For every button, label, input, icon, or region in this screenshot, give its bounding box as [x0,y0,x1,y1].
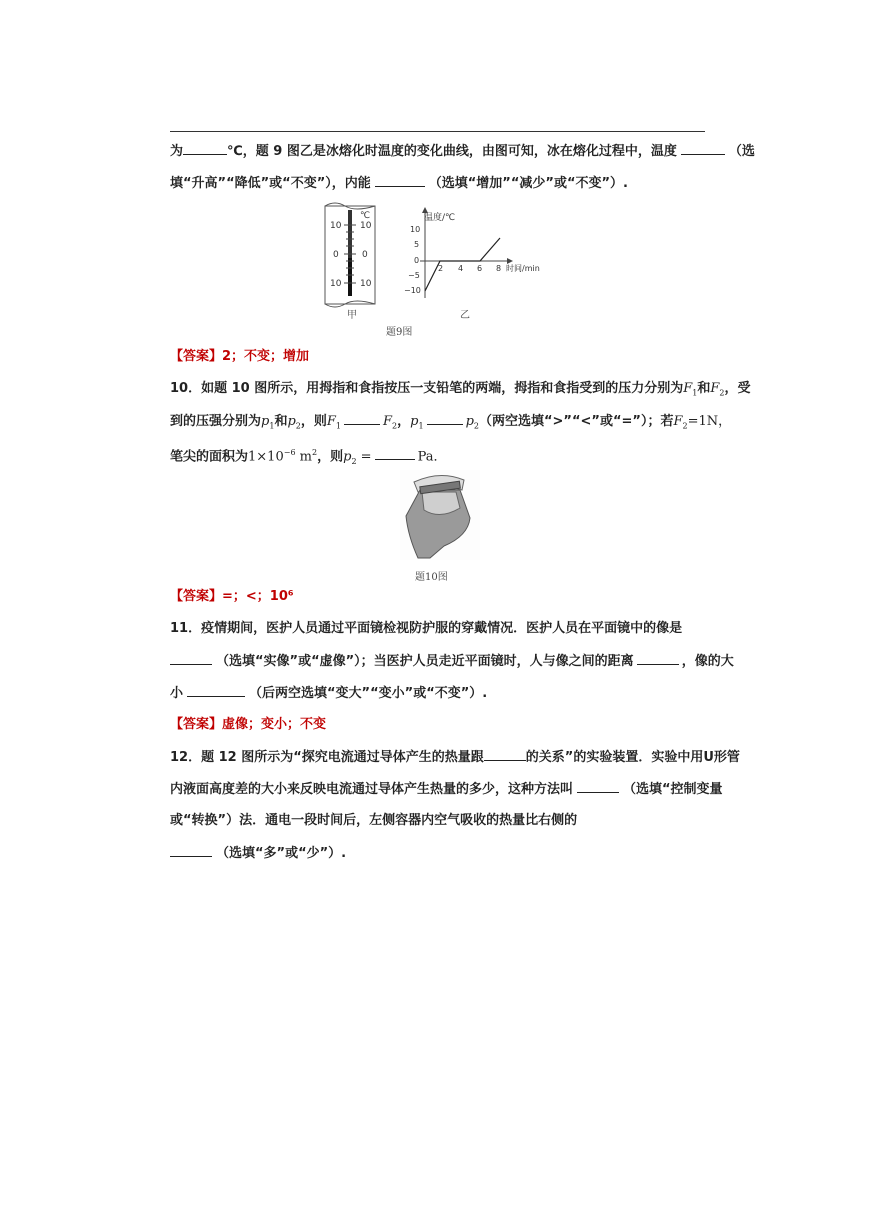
svg-text:5: 5 [414,240,420,249]
blank-q11-2[interactable] [637,651,679,665]
svg-text:10: 10 [360,221,372,231]
svg-text:10: 10 [410,225,421,234]
q10-answer: 【答案】=；<；10⁶ [170,589,294,604]
q11-line-1: 11．疫情期间，医护人员通过平面镜检视防护服的穿戴情况．医护人员在平面镜中的像是 [170,621,683,636]
svg-text:0: 0 [414,256,420,265]
thermo-unit: ℃ [360,211,371,221]
blank-q11-3[interactable] [187,683,245,697]
graph-ylabel: 温度/℃ [424,213,456,223]
figure-9-caption: 题9图 [386,327,413,338]
q9-line-1: 为 ℃，题 9 图乙是冰熔化时温度的变化曲线，由图可知，冰在熔化过程中，温度 （选 [170,141,755,162]
svg-text:2: 2 [438,264,444,273]
thermo-label: 甲 [347,310,357,321]
q10-line-1: 10．如题 10 图所示，用拇指和食指按压一支铅笔的两端，拇指和食指受到的压力分别为$F_1$和$F_2$，受 [170,381,751,398]
figure-9 [320,198,560,323]
svg-text:10: 10 [330,221,342,231]
q11-answer: 【答案】虚像；变小；不变 [170,717,327,732]
figure-10-caption: 题10图 [415,572,448,583]
figure-10-hand-pencil [400,470,480,560]
q12-line-1: 12．题 12 图所示为“探究电流通过导体产生的热量跟 的关系”的实验装置．实验中用U形管 [170,747,740,768]
blank-q10-2[interactable] [427,411,463,425]
temperature-graph [404,207,540,321]
svg-text:6: 6 [477,264,483,273]
blank-q9-3[interactable] [375,173,425,187]
blank-q12-2[interactable] [577,779,619,793]
svg-text:10: 10 [330,279,342,289]
svg-text:−10: −10 [404,286,421,295]
top-rule [170,131,705,132]
q12-line-4: （选填“多”或“少”）. [170,843,346,864]
svg-text:0: 0 [362,250,368,260]
graph-label: 乙 [460,310,470,321]
q9-line-2: 填“升高”“降低”或“不变”），内能 （选填“增加”“减少”或“不变”）. [170,173,628,194]
q9-answer: 【答案】2；不变；增加 [170,349,310,364]
svg-text:4: 4 [458,264,464,273]
blank-q11-1[interactable] [170,651,212,665]
thermometer-figure [325,203,375,321]
q10-line-3: 笔尖的面积为$1\times 10^{-6}$ $m^2$，则$p_2 = Pa$． [170,448,447,466]
svg-text:−5: −5 [408,271,420,280]
blank-q9-1[interactable] [183,141,227,155]
q12-line-3: 或“转换”）法．通电一段时间后，左侧容器内空气吸收的热量比右侧的 [170,813,578,828]
blank-q9-2[interactable] [681,141,725,155]
svg-text:0: 0 [333,250,339,260]
q11-line-2: （选填“实像”或“虚像”）；当医护人员走近平面镜时，人与像之间的距离 ，像的大 [170,651,734,672]
graph-xlabel: 时间/min [506,264,540,273]
blank-q12-3[interactable] [170,843,212,857]
q11-line-3: 小 （后两空选填“变大”“变小”或“不变”）. [170,683,487,704]
q12-line-2: 内液面高度差的大小来反映电流通过导体产生热量的多少，这种方法叫 （选填“控制变量 [170,779,723,800]
svg-text:8: 8 [496,264,502,273]
blank-q10-3[interactable] [375,446,415,460]
blank-q12-1[interactable] [484,747,526,761]
q10-line-2: 到的压强分别为$p_1$和$p_2$，则$F_1$ $F_2$，$p_1$ $p_2$（两空选填“>”“<”或“=”）；若$F_2=1N$， [170,411,731,437]
svg-text:10: 10 [360,279,372,289]
blank-q10-1[interactable] [344,411,380,425]
